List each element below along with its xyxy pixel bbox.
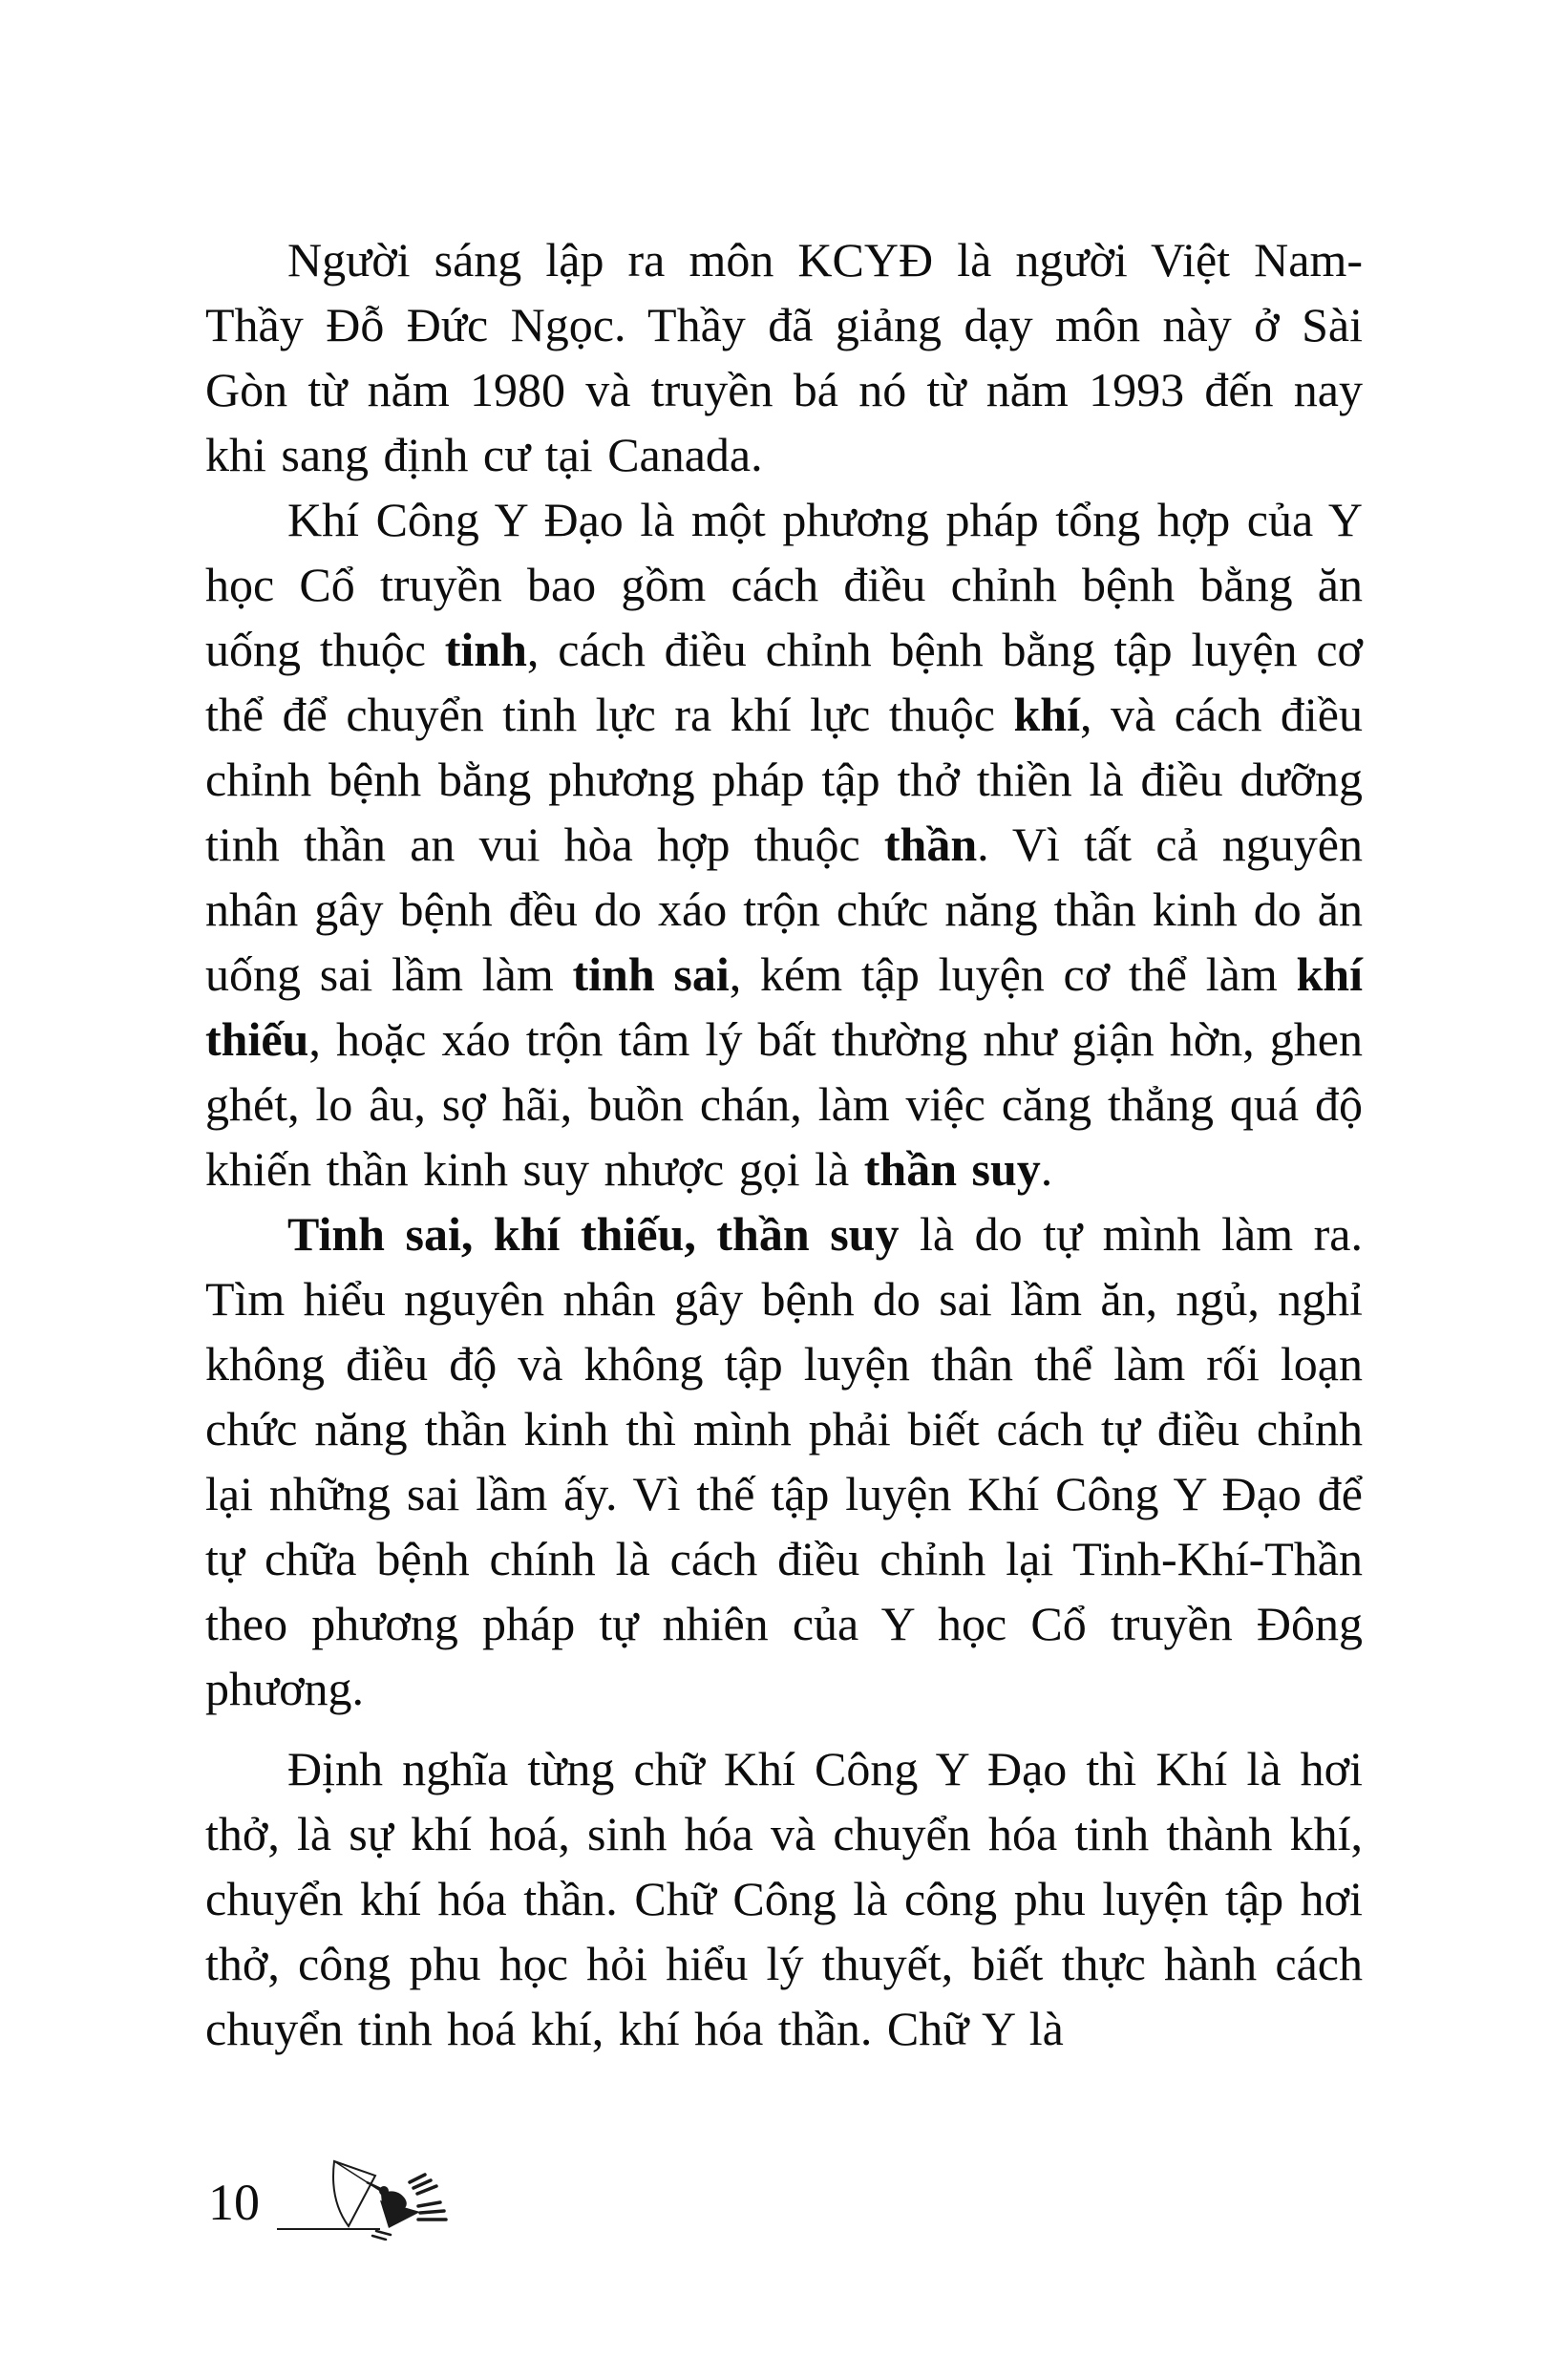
emphasized-term: tinh sai [572, 947, 730, 1001]
emphasized-term: thần suy [863, 1142, 1041, 1196]
text-run: , kém tập luyện cơ thể làm [729, 947, 1297, 1001]
emphasized-term: khí thiếu [205, 947, 1363, 1066]
text-run: , và cách điều chỉnh bệnh bằng phương pháp tập thở thiền là điều dưỡng tinh thần an vui hòa hợp thuộc [205, 688, 1363, 871]
emphasized-term: Tinh sai, khí thiếu, thần suy [287, 1207, 900, 1261]
text-run: Khí Công Y Đạo là một phương pháp tổng hợp của Y học Cổ truyền bao gồm cách điều chỉnh bệnh bằng ăn uống thuộc [205, 493, 1363, 676]
text-run: Người sáng lập ra môn KCYĐ là người Việt Nam- Thầy Đỗ Đức Ngọc. Thầy đã giảng dạy môn này ở Sài Gòn từ năm 1980 và truyền bá nó từ năm 1993 đến nay khi sang định cư tại Canada. [205, 233, 1363, 481]
text-run: , hoặc xáo trộn tâm lý bất thường như giận hờn, ghen ghét, lo âu, sợ hãi, buồn chán, làm việc căng thẳng quá độ khiến thần kinh suy nhược gọi là [205, 1012, 1363, 1196]
body-text [205, 227, 1363, 2061]
paragraph [205, 487, 1363, 1201]
emphasized-term: khí [1013, 688, 1081, 741]
text-run: Định nghĩa từng chữ Khí Công Y Đạo thì Khí là hơi thở, là sự khí hoá, sinh hóa và chuyển hóa tinh thành khí, chuyển khí hóa thần. Chữ Công là công phu luyện tập hơi thở, công phu học hỏi hiểu lý thuyết, biết thực hành cách chuyển tinh hoá khí, khí hóa thần. Chữ Y là [205, 1742, 1363, 2055]
text-run: . Vì tất cả nguyên nhân gây bệnh đều do xáo trộn chức năng thần kinh do ăn uống sai lầm làm [205, 818, 1363, 1001]
emphasized-term: tinh [444, 623, 527, 676]
paragraph [205, 227, 1363, 487]
text-run: . [1040, 1142, 1053, 1196]
text-run: là do tự mình làm ra. Tìm hiểu nguyên nhân gây bệnh do sai lầm ăn, ngủ, nghỉ không điều độ và không tập luyện thân thể làm rối loạn chức năng thần kinh thì mình phải biết cách tự điều chỉnh lại những sai lầm ấy. Vì thế tập luyện Khí Công Y Đạo để tự chữa bệnh chính là cách điều chỉnh lại Tinh-Khí-Thần theo phương pháp tự nhiên của Y học Cổ truyền Đông phương. [205, 1207, 1363, 1715]
emphasized-term: thần [883, 818, 978, 871]
page-number: 10 [208, 2174, 260, 2232]
page-footer [208, 2151, 456, 2240]
paragraph [205, 1201, 1363, 1721]
paragraph [205, 1736, 1363, 2061]
flying-bird-logo-icon [275, 2156, 456, 2245]
text-run: , cách điều chỉnh bệnh bằng tập luyện cơ thể để chuyển tinh lực ra khí lực thuộc [205, 623, 1363, 741]
